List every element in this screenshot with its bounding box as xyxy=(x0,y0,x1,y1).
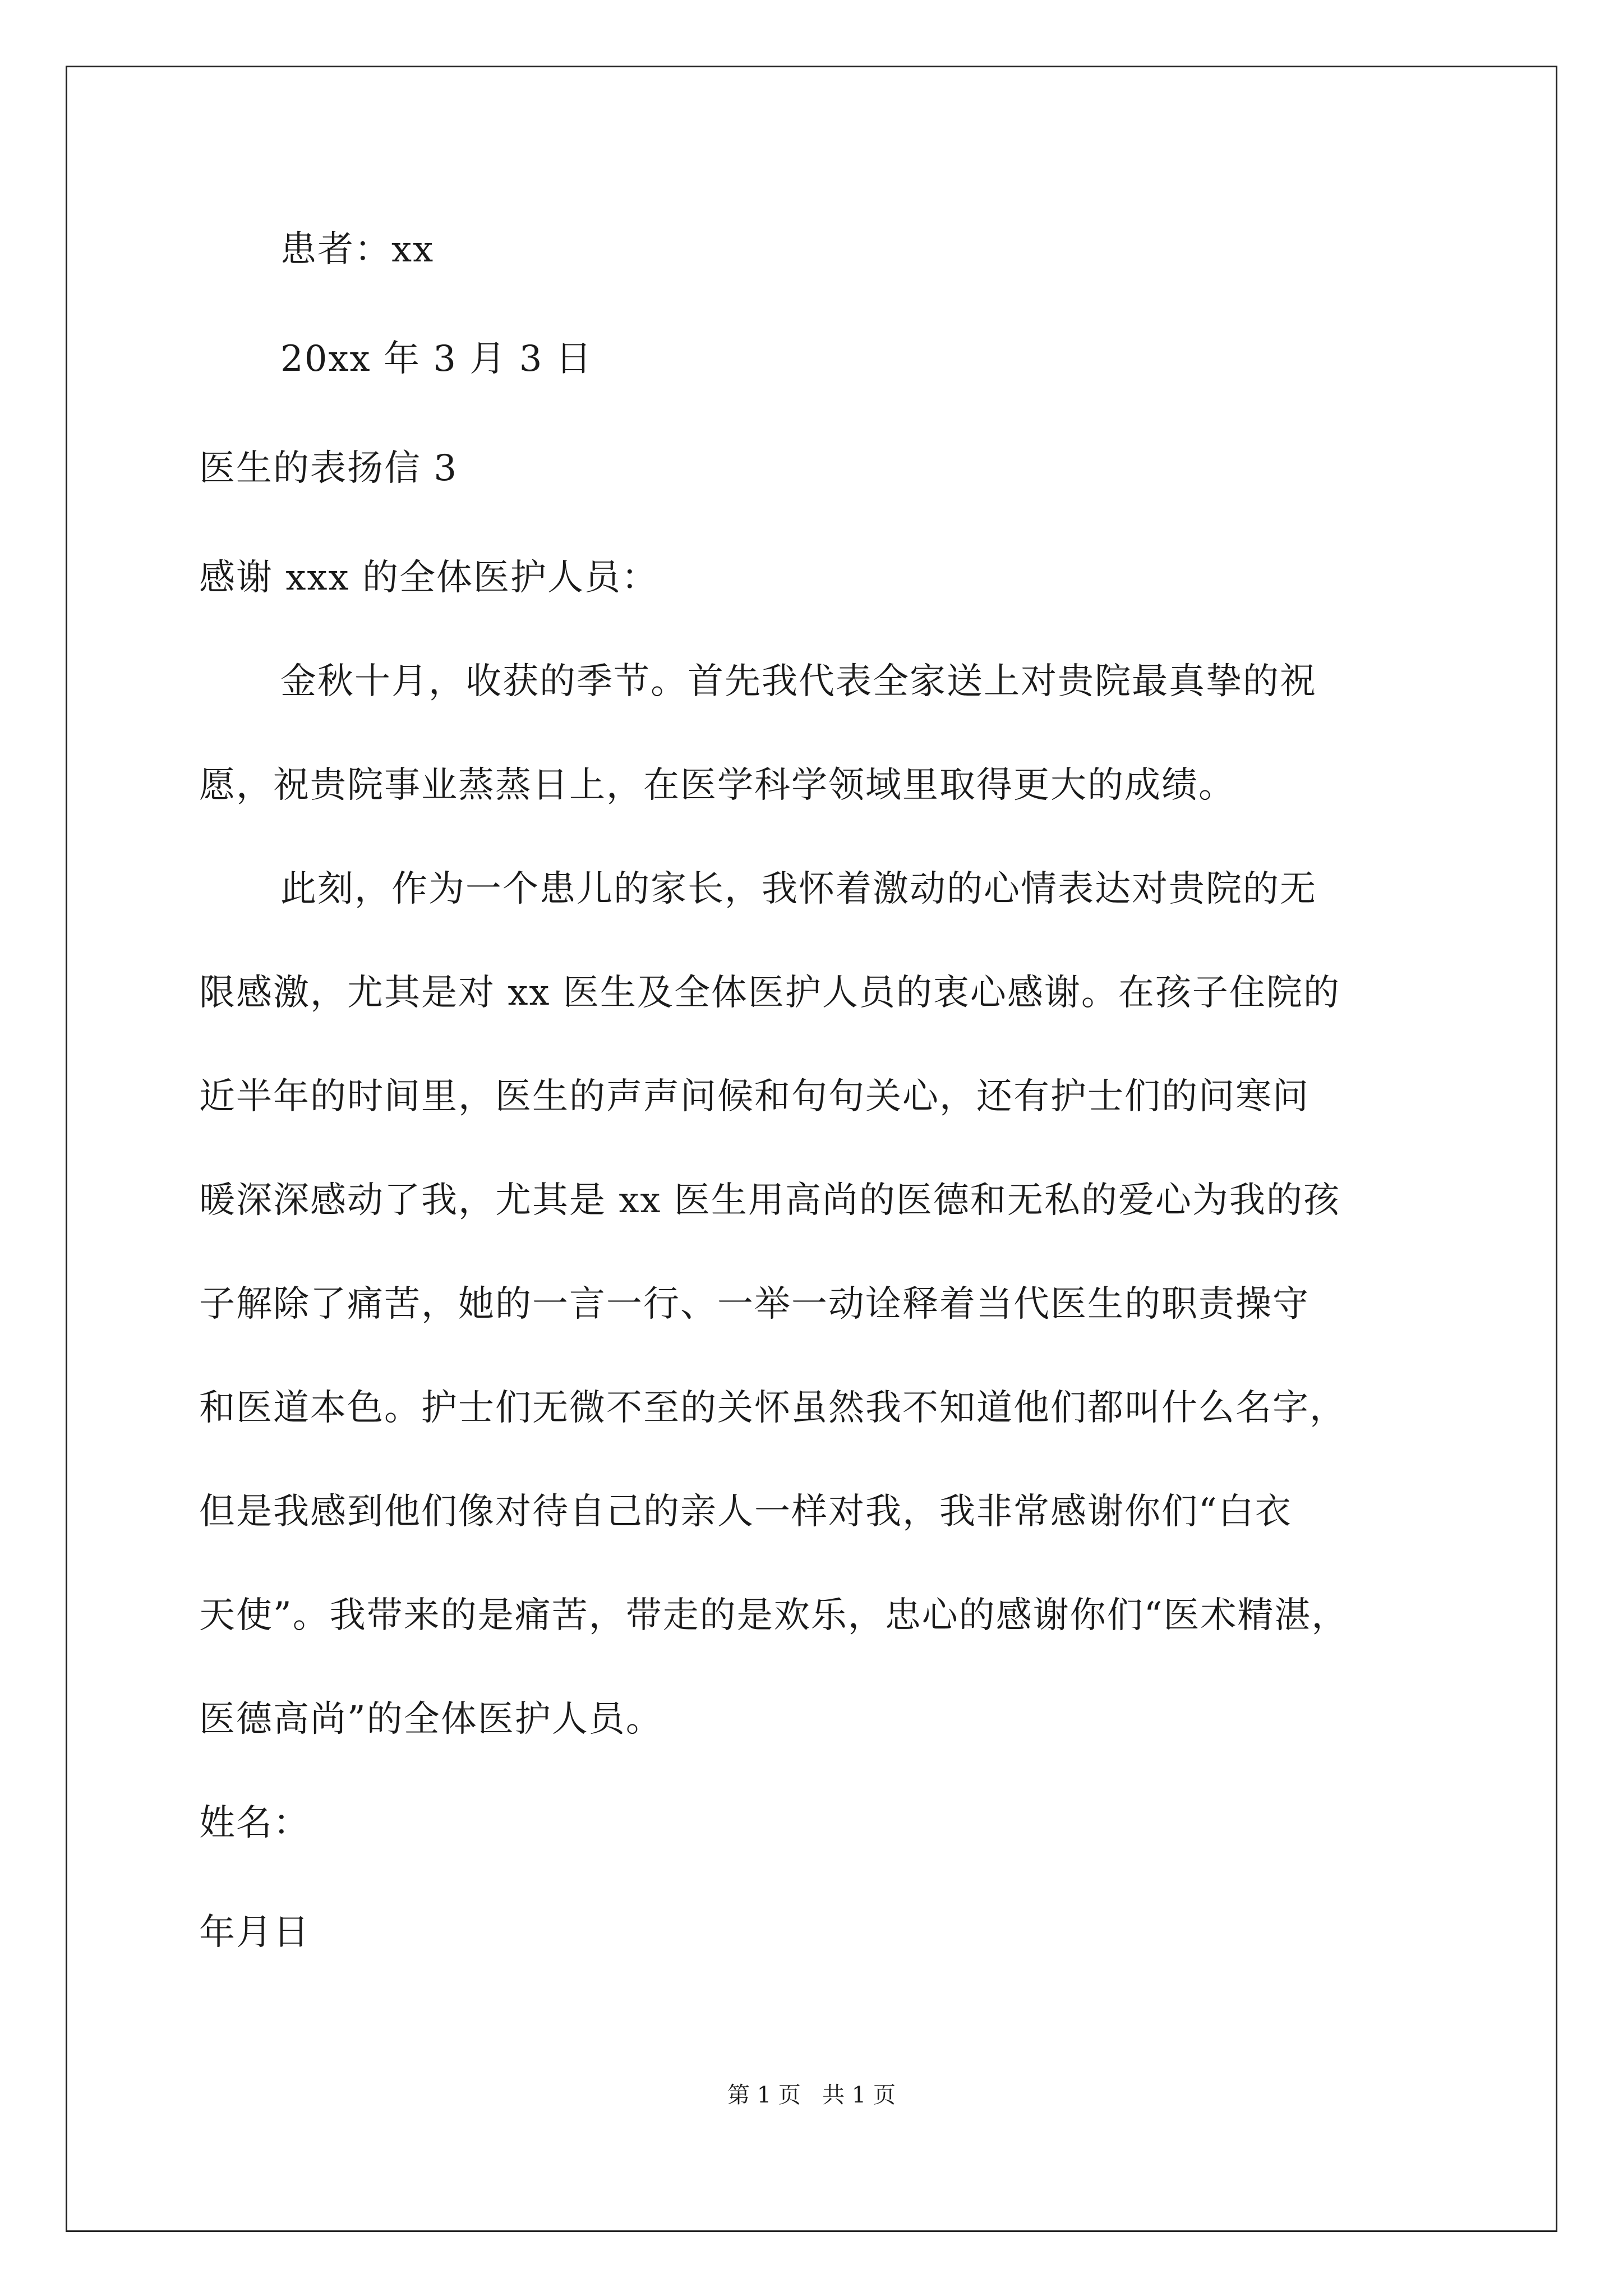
body-line: 限感激，尤其是对 xx 医生及全体医护人员的衷心感谢。在孩子住院的 xyxy=(199,972,1340,1014)
body-line: 金秋十月，收获的季节。首先我代表全家送上对贵院最真挚的祝 xyxy=(280,661,1317,702)
body-line: 天使”。我带来的是痛苦，带走的是欢乐，忠心的感谢你们“医术精湛， xyxy=(199,1595,1349,1636)
body-line: 和医道本色。护士们无微不至的关怀虽然我不知道他们都叫什么名字， xyxy=(199,1387,1347,1429)
body-line: 愿，祝贵院事业蒸蒸日上，在医学科学领域里取得更大的成绩。 xyxy=(199,765,1235,806)
letter-title: 医生的表扬信 3 xyxy=(199,448,458,489)
body-line: 但是我感到他们像对待自己的亲人一样对我，我非常感谢你们“白衣 xyxy=(199,1491,1292,1533)
page-footer: 第 1 页 共 1 页 xyxy=(727,2082,896,2108)
name-label: 姓名： xyxy=(199,1802,310,1844)
page-border xyxy=(66,66,1557,2232)
body-line: 此刻，作为一个患儿的家长，我怀着激动的心情表达对贵院的无 xyxy=(280,868,1317,910)
body-line: 医德高尚”的全体医护人员。 xyxy=(199,1699,663,1740)
body-line: 子解除了痛苦，她的一言一行、一举一动诠释着当代医生的职责操守 xyxy=(199,1283,1310,1325)
signer-line: 患者：xx xyxy=(280,229,435,270)
body-line: 近半年的时间里，医生的声声问候和句句关心，还有护士们的问寒问 xyxy=(199,1076,1310,1117)
signer-date: 20xx 年 3 月 3 日 xyxy=(280,338,593,380)
body-line: 暖深深感动了我，尤其是 xx 医生用高尚的医德和无私的爱心为我的孩 xyxy=(199,1180,1340,1221)
salutation: 感谢 xxx 的全体医护人员： xyxy=(199,557,658,599)
date-label: 年月日 xyxy=(199,1912,310,1953)
